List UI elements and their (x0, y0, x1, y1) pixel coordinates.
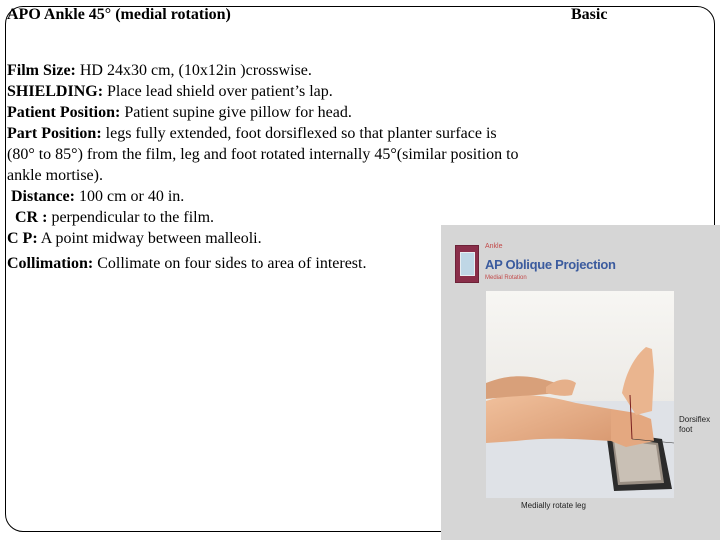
figure-subtitle: Medial Rotation (485, 275, 527, 281)
figure-title: AP Oblique Projection (485, 257, 616, 272)
part-position-line: Part Position: legs fully extended, foot dorsiflexed so that planter surface is (7, 125, 497, 142)
cp-line: C P: A point midway between malleoli. (7, 230, 262, 247)
patient-position-line: Patient Position: Patient supine give pillow for head. (7, 104, 352, 121)
distance-line: Distance: 100 cm or 40 in. (11, 188, 185, 205)
cr-line: CR : perpendicular to the film. (15, 209, 215, 226)
part-position-line-3: ankle mortise). (7, 167, 103, 184)
positioning-photo (486, 291, 674, 498)
level-tag: Basic (571, 6, 608, 23)
slide-title: APO Ankle 45° (medial rotation) (7, 6, 231, 23)
shielding-line: SHIELDING: Place lead shield over patient’s lap. (7, 83, 333, 100)
dorsiflex-label: Dorsiflex foot (679, 415, 711, 434)
collimation-line: Collimation: Collimate on four sides to area of interest. (7, 255, 367, 272)
rotate-label: Medially rotate leg (521, 501, 586, 510)
figure-region-label: Ankle (485, 243, 503, 250)
figure-panel (441, 225, 720, 540)
ankle-positioning-illustration (486, 291, 674, 498)
part-position-line-2: (80° to 85°) from the film, leg and foot rotated internally 45°(similar position to (7, 146, 519, 163)
atlas-logo-icon (455, 245, 479, 283)
film-size-line: Film Size: HD 24x30 cm, (10x12in )crosswise. (7, 62, 312, 79)
